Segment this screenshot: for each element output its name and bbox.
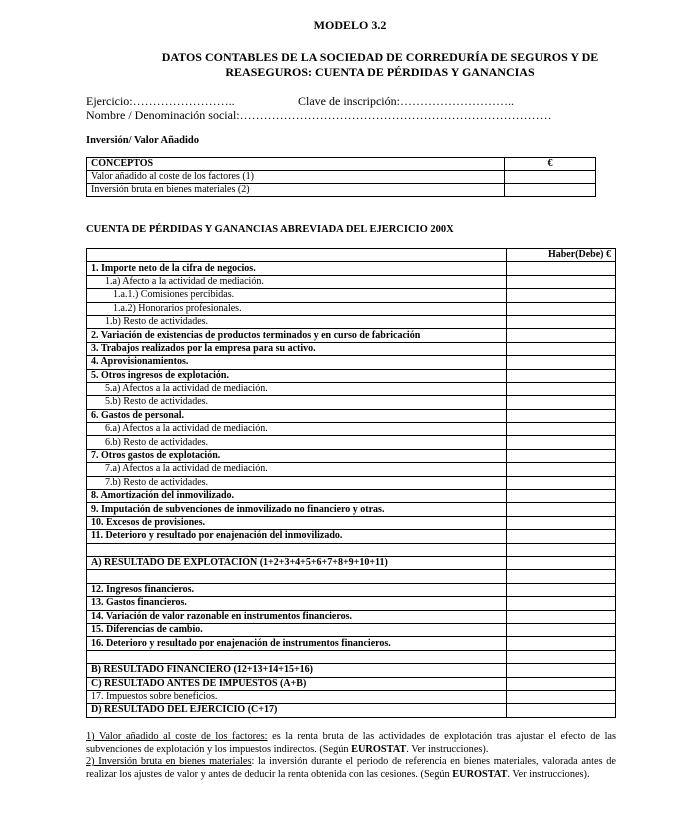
table-row [87,583,616,596]
value-cell [507,610,616,623]
value-cell [507,476,616,489]
value-cell [507,436,616,449]
table-row-blank [87,650,616,663]
row-label: 5.a) Afectos a la actividad de mediación. [87,382,507,395]
table-row [87,356,616,369]
row-label: 6.a) Afectos a la actividad de mediación. [87,423,507,436]
table-row [87,396,616,409]
value-cell [507,704,616,717]
value-cell [507,516,616,529]
row-label: 7.a) Afectos a la actividad de mediación. [87,463,507,476]
value-cell [507,262,616,275]
blank-cell [87,570,507,583]
table-row [87,171,596,184]
value-cell [507,449,616,462]
blank-cell [87,543,507,556]
table-row [87,275,616,288]
euro-header: € [505,158,596,171]
table-row [87,369,616,382]
value-cell [507,369,616,382]
table-row [87,516,616,529]
table-row [87,610,616,623]
header-empty-cell [87,249,507,262]
inversion-table [86,157,596,197]
footnote-2-text-b: . Ver instrucciones). [507,768,590,780]
table-row [87,556,616,569]
inversion-heading: Inversión/ Valor Añadido [86,135,200,146]
value-cell [507,490,616,503]
value-cell [507,597,616,610]
row-label: 12. Ingresos financieros. [87,583,507,596]
row-label: 3. Trabajos realizados por la empresa para su activo. [87,342,507,355]
row-label: 5. Otros ingresos de explotación. [87,369,507,382]
pyg-table [86,248,616,718]
table-row [87,476,616,489]
value-cell [507,289,616,302]
value-cell [507,556,616,569]
value-cell [507,396,616,409]
row-label: 1.a.2) Honorarios profesionales. [87,302,507,315]
table-row [87,262,616,275]
row-label: 4. Aprovisionamientos. [87,356,507,369]
value-cell [507,463,616,476]
row-label: 15. Diferencias de cambio. [87,623,507,636]
table-header-row [87,158,596,171]
row-label: 1.b) Resto de actividades. [87,315,507,328]
page-subtitle: DATOS CONTABLES DE LA SOCIEDAD DE CORREDURÍA DE SEGUROS Y DE REASEGUROS: CUENTA DE PÉRDIDAS Y GANANCIAS [161,50,599,79]
table-row-blank [87,570,616,583]
table-row [87,436,616,449]
row-label: 5.b) Resto de actividades. [87,396,507,409]
table-row [87,503,616,516]
value-cell [507,570,616,583]
value-cell [507,315,616,328]
row-label: 16. Deterioro y resultado por enajenación de instrumentos financieros. [87,637,507,650]
concept-label: Valor añadido al coste de los factores (1) [87,171,505,184]
table-header-row [87,249,616,262]
table-row [87,623,616,636]
value-cell [507,650,616,663]
row-label: 14. Variación de valor razonable en instrumentos financieros. [87,610,507,623]
nombre-denominacion-field: Nombre / Denominación social:…………………………………………………………………… [86,108,552,122]
table-row [87,677,616,690]
value-cell [507,664,616,677]
concept-label: Inversión bruta en bienes materiales (2) [87,184,505,197]
value-cell [507,423,616,436]
eurostat-label: EUROSTAT [351,743,407,755]
row-label: 9. Imputación de subvenciones de inmovilizado no financiero y otras. [87,503,507,516]
table-row [87,382,616,395]
row-label: 11. Deterioro y resultado por enajenación del inmovilizado. [87,530,507,543]
pyg-heading: CUENTA DE PÉRDIDAS Y GANANCIAS ABREVIADA DEL EJERCICIO 200X [86,224,454,235]
value-cell [507,530,616,543]
footnote-2-label: 2) Inversión bruta en bienes materiales [86,756,252,768]
footnotes [86,731,616,781]
table-row [87,690,616,703]
table-row [87,530,616,543]
value-cell [507,583,616,596]
value-cell [507,342,616,355]
table-row [87,342,616,355]
value-cell [507,382,616,395]
row-label: 8. Amortización del inmovilizado. [87,490,507,503]
conceptos-header: CONCEPTOS [87,158,505,171]
value-cell [505,184,596,197]
row-label: 13. Gastos financieros. [87,597,507,610]
footnote-2-text-a: : la inversión durante el periodo de referencia en bienes materiales, valorada antes de realizar los ajustes de valor y antes de deducir la renta obtenida con las cesiones. (Según [86,756,617,780]
row-label: C) RESULTADO ANTES DE IMPUESTOS (A+B) [87,677,507,690]
table-row [87,423,616,436]
value-cell [507,409,616,422]
eurostat-label: EUROSTAT [452,768,508,780]
table-row [87,637,616,650]
row-label: 7. Otros gastos de explotación. [87,449,507,462]
table-row [87,315,616,328]
table-row [87,463,616,476]
row-label: 17. Impuestos sobre beneficios. [87,690,507,703]
row-label: 2. Variación de existencias de productos terminados y en curso de fabricación [87,329,507,342]
value-cell [507,543,616,556]
haber-debe-header: Haber(Debe) € [507,249,616,262]
table-row [87,289,616,302]
value-cell [507,690,616,703]
ejercicio-field: Ejercicio:…………………….. [86,94,235,108]
footnote-1-label: 1) Valor añadido al coste de los factores: [86,731,268,742]
row-label: 10. Excesos de provisiones. [87,516,507,529]
footnote-2 [86,756,616,781]
table-row [87,329,616,342]
page-title: MODELO 3.2 [313,18,387,32]
value-cell [507,637,616,650]
row-label: B) RESULTADO FINANCIERO (12+13+14+15+16) [87,664,507,677]
table-row-blank [87,543,616,556]
value-cell [507,302,616,315]
row-label: 1.a.1.) Comisiones percibidas. [87,289,507,302]
clave-inscripcion-field: Clave de inscripción:……………………….. [298,94,514,108]
footnote-1-text-a: es la renta bruta de las actividades de explotación tras ajustar el efecto de las subvenciones de explotación y los impuestos indirectos. (Según [86,731,617,755]
row-label: 7.b) Resto de actividades. [87,476,507,489]
row-label: A) RESULTADO DE EXPLOTACIÓN (1+2+3+4+5+6+7+8+9+10+11) [87,556,507,569]
row-label: 6. Gastos de personal. [87,409,507,422]
table-row [87,597,616,610]
table-row [87,449,616,462]
value-cell [507,623,616,636]
table-row [87,664,616,677]
blank-cell [87,650,507,663]
table-row [87,302,616,315]
row-label: 1. Importe neto de la cifra de negocios. [87,262,507,275]
value-cell [507,677,616,690]
value-cell [507,275,616,288]
value-cell [507,503,616,516]
table-row [87,704,616,717]
footnote-1-text-b: . Ver instrucciones). [406,743,489,755]
value-cell [505,171,596,184]
row-label: D) RESULTADO DEL EJERCICIO (C+17) [87,704,507,717]
table-row [87,409,616,422]
footnote-1 [86,731,616,756]
row-label: 1.a) Afecto a la actividad de mediación. [87,275,507,288]
value-cell [507,329,616,342]
table-row [87,490,616,503]
row-label: 6.b) Resto de actividades. [87,436,507,449]
value-cell [507,356,616,369]
table-row [87,184,596,197]
